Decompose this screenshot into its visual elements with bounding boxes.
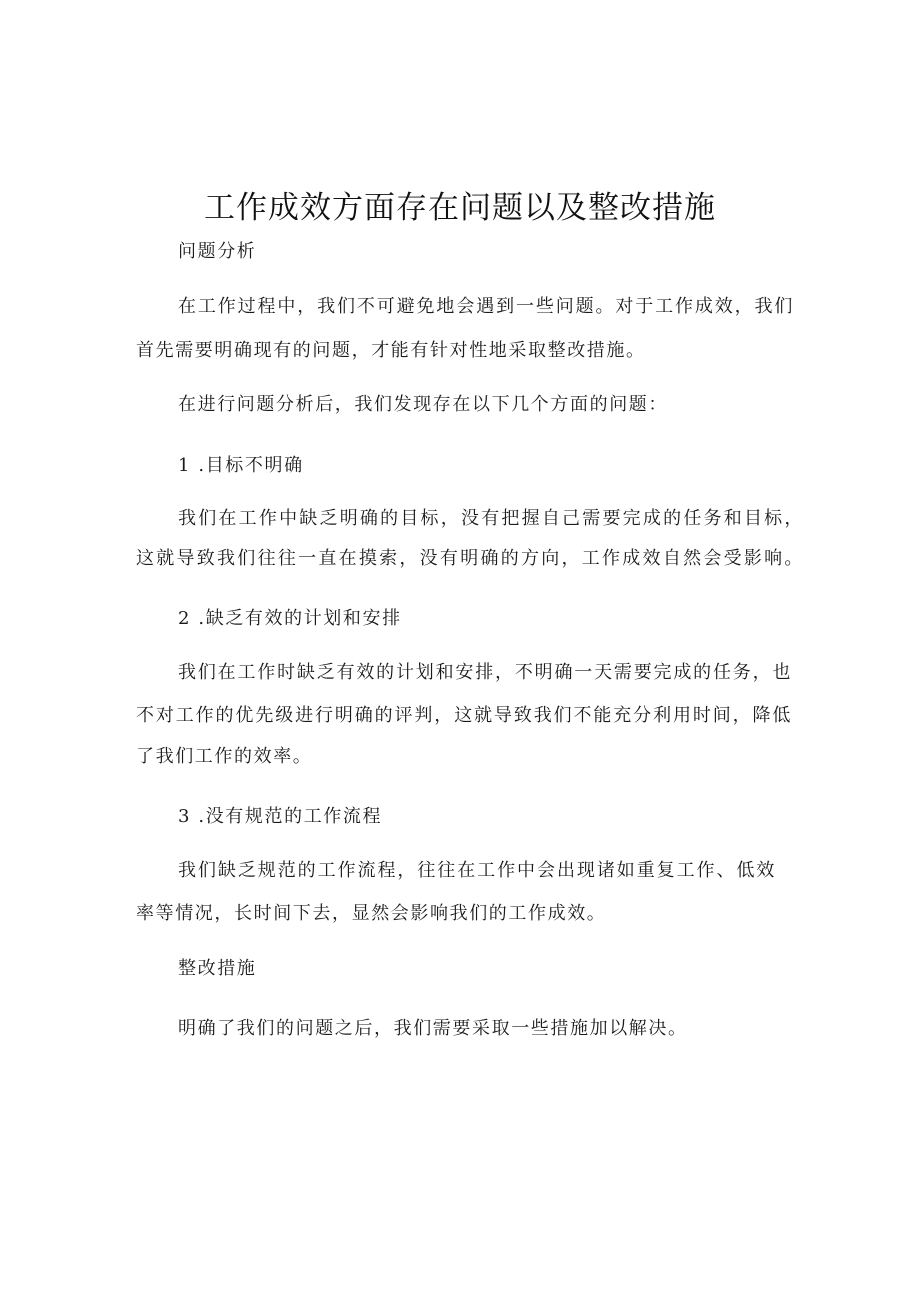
paragraph-conclusion: 明确了我们的问题之后，我们需要采取一些措施加以解决。 [178, 1018, 688, 1039]
section-heading-analysis: 问题分析 [178, 241, 257, 262]
item-3-text-line-2: 率等情况，长时间下去，显然会影响我们的工作成效。 [136, 903, 607, 924]
paragraph-findings: 在进行问题分析后，我们发现存在以下几个方面的问题： [178, 394, 668, 415]
item-1-heading: 1 .目标不明确 [178, 455, 304, 476]
item-3-heading: 3 .没有规范的工作流程 [178, 806, 383, 827]
paragraph-intro-line-2: 首先需要明确现有的问题，才能有针对性地采取整改措施。 [136, 340, 646, 361]
item-3-text-line-1: 我们缺乏规范的工作流程，往往在工作中会出现诸如重复工作、低效 [178, 860, 776, 881]
document-title: 工作成效方面存在问题以及整改措施 [204, 190, 716, 226]
item-1-text-line-1: 我们在工作中缺乏明确的目标，没有把握自己需要完成的任务和目标， [178, 508, 804, 529]
item-1-text-line-2: 这就导致我们往往一直在摸索，没有明确的方向，工作成效自然会受影响。 [136, 548, 804, 569]
section-heading-rectification: 整改措施 [178, 958, 257, 979]
item-2-text-line-2: 不对工作的优先级进行明确的评判，这就导致我们不能充分利用时间，降低 [136, 705, 792, 726]
item-2-text-line-3: 了我们工作的效率。 [136, 746, 313, 767]
paragraph-intro-line-1: 在工作过程中，我们不可避免地会遇到一些问题。对于工作成效，我们 [178, 296, 794, 317]
item-2-heading: 2 .缺乏有效的计划和安排 [178, 608, 402, 629]
item-2-text-line-1: 我们在工作时缺乏有效的计划和安排，不明确一天需要完成的任务，也 [178, 662, 792, 683]
